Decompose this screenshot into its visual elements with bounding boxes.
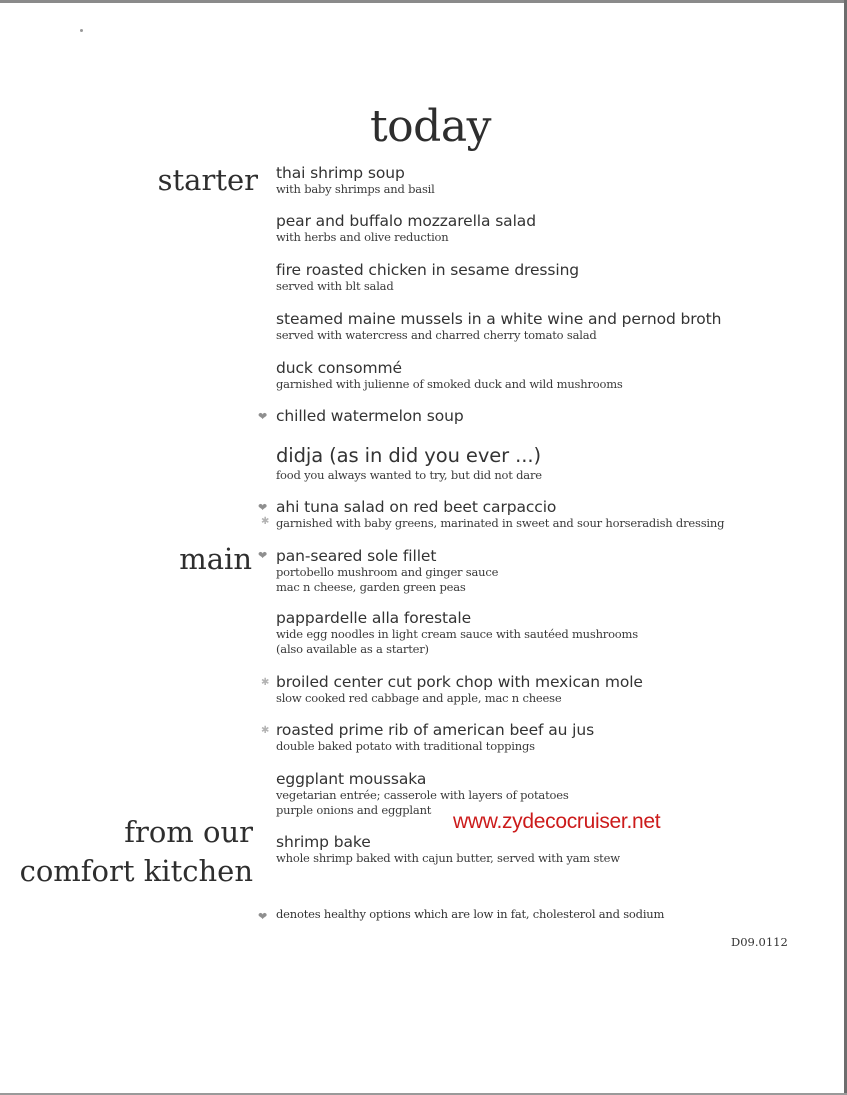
- item-name: steamed maine mussels in a white wine and pernod broth: [276, 310, 722, 328]
- item-description: garnished with julienne of smoked duck and wild mushrooms: [276, 377, 623, 391]
- item-description: with herbs and olive reduction: [276, 230, 449, 244]
- item-description: whole shrimp baked with cajun butter, served with yam stew: [276, 851, 620, 865]
- page-border-top: [0, 0, 847, 3]
- item-name: didja (as in did you ever ...): [276, 444, 541, 467]
- item-name: pear and buffalo mozzarella salad: [276, 212, 536, 230]
- item-description: mac n cheese, garden green peas: [276, 580, 466, 594]
- item-name: fire roasted chicken in sesame dressing: [276, 261, 580, 279]
- menu-item: [276, 212, 536, 245]
- page-title: today: [370, 101, 491, 152]
- item-description: double baked potato with traditional toppings: [276, 739, 535, 753]
- menu-item: [276, 310, 721, 343]
- menu-item: [276, 547, 498, 595]
- item-description: served with blt salad: [276, 279, 394, 293]
- item-name: duck consommé: [276, 359, 402, 377]
- menu-item: [276, 609, 638, 657]
- menu-item-feature: [276, 444, 542, 483]
- scan-speck: [80, 29, 83, 32]
- item-description: garnished with baby greens, marinated in sweet and sour horseradish dressing: [276, 516, 725, 530]
- item-name: broiled center cut pork chop with mexican mole: [276, 673, 643, 691]
- menu-item: [276, 721, 594, 754]
- menu-item: [276, 359, 623, 392]
- heart-icon: ❤: [258, 410, 268, 423]
- asterisk-icon: ✱: [261, 677, 270, 688]
- asterisk-icon: ✱: [261, 725, 270, 736]
- item-name: eggplant moussaka: [276, 770, 427, 788]
- menu-item: [276, 164, 435, 197]
- heart-icon: ❤: [258, 910, 268, 923]
- asterisk-icon: ✱: [261, 516, 270, 527]
- item-description: wide egg noodles in light cream sauce with sautéed mushrooms: [276, 627, 638, 641]
- watermark: www.zydecocruiser.net: [453, 810, 661, 833]
- item-description: (also available as a starter): [276, 642, 429, 656]
- item-name: shrimp bake: [276, 833, 371, 851]
- comfort-heading-line-2: comfort kitchen: [19, 854, 253, 888]
- item-name: ahi tuna salad on red beet carpaccio: [276, 498, 557, 516]
- item-description: vegetarian entrée; casserole with layers of potatoes: [276, 788, 569, 802]
- healthy-options-footnote: denotes healthy options which are low in fat, cholesterol and sodium: [276, 907, 665, 921]
- menu-item: [276, 498, 724, 531]
- heart-icon: ❤: [258, 501, 268, 514]
- item-description: served with watercress and charred cherry tomato salad: [276, 328, 597, 342]
- item-description: food you always wanted to try, but did not dare: [276, 468, 542, 482]
- item-name: thai shrimp soup: [276, 164, 405, 182]
- menu-item: [276, 673, 643, 706]
- comfort-heading-line-1: from our: [124, 815, 253, 849]
- menu-code: D09.0112: [731, 935, 788, 949]
- section-heading-comfort-kitchen: [20, 813, 253, 891]
- menu-item: [276, 261, 579, 294]
- item-description: with baby shrimps and basil: [276, 182, 435, 196]
- section-heading-main: main: [179, 542, 252, 576]
- menu-item: [276, 407, 464, 425]
- section-heading-starter: starter: [157, 163, 258, 197]
- menu-item: [276, 833, 620, 866]
- item-description: slow cooked red cabbage and apple, mac n cheese: [276, 691, 562, 705]
- item-description: purple onions and eggplant: [276, 803, 432, 817]
- item-name: chilled watermelon soup: [276, 407, 464, 425]
- item-name: pan-seared sole fillet: [276, 547, 437, 565]
- item-name: roasted prime rib of american beef au jus: [276, 721, 595, 739]
- heart-icon: ❤: [258, 549, 268, 562]
- item-description: portobello mushroom and ginger sauce: [276, 565, 499, 579]
- item-name: pappardelle alla forestale: [276, 609, 472, 627]
